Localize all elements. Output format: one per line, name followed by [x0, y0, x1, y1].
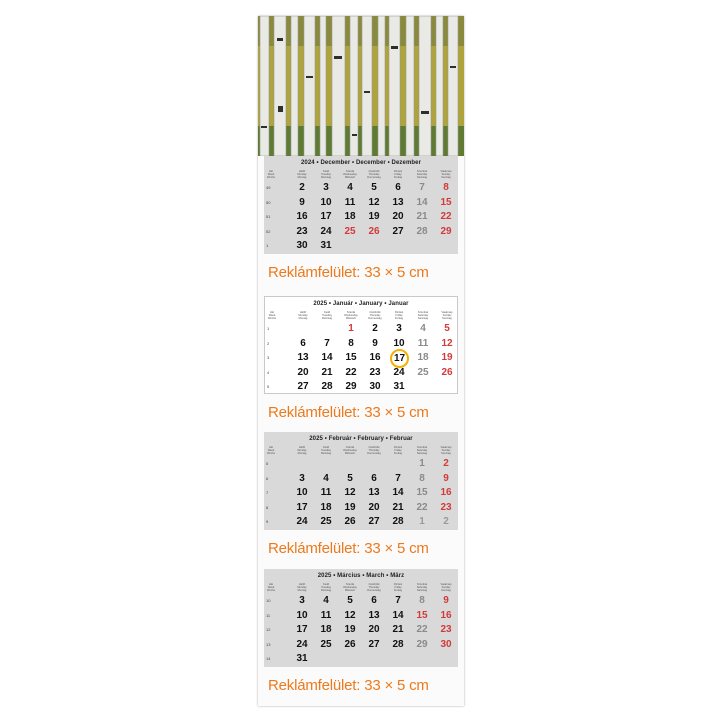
- day-number: 18: [320, 501, 332, 513]
- week-row: [265, 379, 457, 394]
- day-number: 13: [297, 352, 309, 363]
- day-number: 22: [416, 624, 428, 635]
- day-number: 24: [393, 366, 405, 378]
- day-number: 23: [369, 366, 381, 378]
- day-number: 27: [368, 638, 380, 650]
- day-number: 23: [296, 225, 308, 237]
- week-number: 1: [266, 243, 269, 248]
- day-number: 28: [392, 516, 404, 527]
- day-number: 18: [417, 352, 429, 363]
- day-number: 5: [347, 595, 353, 606]
- weekday-label: Szombat Saturday Samstag: [416, 170, 428, 179]
- day-number: 23: [440, 501, 452, 513]
- day-number: 14: [392, 609, 404, 621]
- advertising-space-label: Reklámfelület: 33 × 5 cm: [268, 540, 429, 557]
- weekday-label: Kedd Tuesday Dienstag: [320, 170, 332, 179]
- week-number: 4: [267, 369, 270, 375]
- day-number: 31: [393, 381, 405, 392]
- day-number: 9: [372, 337, 378, 349]
- day-number: 2: [372, 323, 378, 334]
- week-number: 51: [266, 214, 271, 219]
- advertising-space-label: Reklámfelület: 33 × 5 cm: [268, 677, 429, 694]
- weekday-label: Péntek Friday Freitag: [393, 446, 403, 455]
- weekday-label: Csütörtök Thursday Donnerstag: [368, 311, 382, 320]
- day-number: 9: [443, 472, 449, 484]
- day-number: 3: [299, 472, 305, 484]
- weekday-label: Csütörtök Thursday Donnerstag: [367, 170, 381, 179]
- month-title: 2024 • December • December • Dezember: [300, 160, 422, 166]
- day-number: 10: [393, 337, 405, 349]
- week-number: 5: [266, 461, 269, 466]
- weekday-label: Szombat Saturday Samstag: [417, 311, 429, 320]
- day-number: 6: [395, 182, 401, 193]
- day-number: 12: [344, 609, 356, 621]
- day-number: 21: [392, 501, 404, 513]
- day-number: 25: [344, 225, 356, 237]
- week-row: [264, 608, 458, 623]
- week-row: [265, 365, 457, 380]
- day-number: 3: [323, 182, 329, 193]
- day-number: 7: [324, 337, 330, 349]
- weekday-label: Péntek Friday Freitag: [393, 583, 403, 592]
- day-number: 15: [440, 196, 452, 208]
- day-number: 22: [440, 211, 452, 222]
- week-number: 14: [266, 656, 271, 661]
- week-row: [264, 500, 458, 515]
- week-number: 7: [266, 490, 269, 495]
- month-panel: [264, 569, 458, 667]
- day-number: 3: [299, 595, 305, 606]
- weekday-label: Hétfő Monday Montag: [297, 170, 307, 179]
- day-number: 26: [441, 366, 453, 378]
- day-number: 28: [321, 381, 333, 392]
- weekday-label: Vasárnap Sunday Sonntag: [441, 311, 453, 320]
- day-number: 30: [440, 638, 452, 650]
- weekday-label: Kedd Tuesday Dienstag: [320, 446, 332, 455]
- day-number: 22: [416, 501, 428, 513]
- weekday-label: Szerda Wednesday Mittwoch: [344, 311, 358, 320]
- day-number: 31: [296, 653, 308, 664]
- day-number: 17: [296, 501, 308, 513]
- week-number: 5: [267, 384, 270, 389]
- week-number: 8: [266, 504, 269, 510]
- day-number: 26: [368, 225, 380, 237]
- weekday-header-row: [264, 446, 458, 456]
- day-number: 27: [368, 516, 380, 527]
- weekday-label: Szombat Saturday Samstag: [416, 446, 428, 455]
- day-number: 20: [368, 501, 380, 513]
- wall-calendar: [258, 16, 464, 706]
- weekday-label: Hét Week Woche: [266, 583, 276, 592]
- weekday-label: Hétfő Monday Montag: [297, 583, 307, 592]
- month-panel: [264, 296, 458, 394]
- month-panel: [264, 156, 458, 254]
- day-number: 17: [320, 211, 332, 222]
- day-number: 19: [441, 352, 453, 363]
- week-number: 9: [266, 519, 269, 524]
- birch-forest-photo: [258, 16, 464, 156]
- day-number: 25: [320, 638, 332, 650]
- day-number: 15: [416, 487, 428, 498]
- week-number: 50: [266, 199, 271, 205]
- week-row: [264, 471, 458, 486]
- week-row: [265, 321, 457, 336]
- weekday-label: Hétfő Monday Montag: [298, 311, 308, 320]
- day-number: 11: [320, 487, 332, 498]
- day-number: 24: [320, 225, 332, 237]
- day-number: 13: [368, 487, 380, 498]
- day-number: 4: [323, 595, 329, 606]
- day-number: 16: [440, 487, 452, 498]
- day-number: 14: [416, 196, 428, 208]
- day-number: 6: [371, 472, 377, 484]
- day-number: 20: [392, 211, 404, 222]
- day-number: 28: [416, 225, 428, 237]
- day-number: 2: [443, 516, 449, 527]
- day-number: 20: [368, 624, 380, 635]
- day-number: 9: [299, 196, 305, 208]
- weekday-header-row: [264, 583, 458, 593]
- weekday-label: Vasárnap Sunday Sonntag: [440, 446, 452, 455]
- week-row: [264, 514, 458, 529]
- weekday-label: Péntek Friday Freitag: [393, 170, 403, 179]
- day-number: 26: [344, 516, 356, 527]
- week-row: [264, 224, 458, 239]
- day-number: 29: [416, 638, 428, 650]
- day-number: 8: [348, 337, 354, 349]
- day-number: 12: [344, 487, 356, 498]
- advertising-space-label: Reklámfelület: 33 × 5 cm: [268, 264, 429, 281]
- day-number: 24: [296, 638, 308, 650]
- week-number: 6: [266, 475, 269, 481]
- week-number: 10: [266, 598, 271, 603]
- month-title: 2025 • Január • January • Januar: [313, 301, 409, 307]
- day-number: 23: [440, 624, 452, 635]
- month-title: 2025 • Március • March • März: [317, 573, 405, 579]
- day-number: 15: [416, 609, 428, 621]
- weekday-label: Szombat Saturday Samstag: [416, 583, 428, 592]
- weekday-label: Szerda Wednesday Mittwoch: [343, 170, 357, 179]
- week-number: 52: [266, 228, 271, 234]
- day-number: 19: [344, 624, 356, 635]
- day-number: 11: [417, 337, 429, 349]
- day-number: 8: [419, 595, 425, 606]
- day-number: 10: [320, 196, 332, 208]
- weekday-label: Kedd Tuesday Dienstag: [320, 583, 332, 592]
- day-number: 16: [440, 609, 452, 621]
- day-number: 7: [395, 472, 401, 484]
- day-number: 10: [296, 487, 308, 498]
- day-number: 24: [296, 516, 308, 527]
- day-number: 4: [323, 472, 329, 484]
- week-number: 1: [267, 326, 270, 331]
- month-title: 2025 • Február • February • Februar: [309, 436, 413, 442]
- day-number: 3: [396, 323, 402, 334]
- week-row: [264, 651, 458, 666]
- day-number: 20: [297, 366, 309, 378]
- day-number: 28: [392, 638, 404, 650]
- weekday-label: Szerda Wednesday Mittwoch: [343, 446, 357, 455]
- week-row: [265, 336, 457, 351]
- day-number: 8: [419, 472, 425, 484]
- day-number: 22: [345, 366, 357, 378]
- weekday-label: Szerda Wednesday Mittwoch: [343, 583, 357, 592]
- month-panel: [264, 432, 458, 530]
- weekday-label: Kedd Tuesday Dienstag: [321, 311, 333, 320]
- day-number: 30: [369, 381, 381, 392]
- day-number: 6: [300, 337, 306, 349]
- week-number: 2: [267, 340, 270, 346]
- day-number: 14: [321, 352, 333, 363]
- weekday-label: Hét Week Woche: [266, 170, 276, 179]
- weekday-label: Hétfő Monday Montag: [297, 446, 307, 455]
- day-number: 13: [392, 196, 404, 208]
- weekday-header-row: [264, 170, 458, 180]
- day-number: 18: [320, 624, 332, 635]
- day-number: 27: [392, 225, 404, 237]
- weekday-label: Csütörtök Thursday Donnerstag: [367, 583, 381, 592]
- week-row: [264, 238, 458, 253]
- day-number: 31: [320, 240, 332, 251]
- day-number: 15: [345, 352, 357, 363]
- day-number: 25: [417, 366, 429, 378]
- weekday-label: Vasárnap Sunday Sonntag: [440, 583, 452, 592]
- day-number: 4: [347, 182, 353, 193]
- weekday-label: Vasárnap Sunday Sonntag: [440, 170, 452, 179]
- day-number: 11: [344, 196, 356, 208]
- week-row: [264, 209, 458, 224]
- week-number: 12: [266, 627, 271, 632]
- day-number: 16: [369, 352, 381, 363]
- day-number: 5: [371, 182, 377, 193]
- day-number: 12: [441, 337, 453, 349]
- day-number: 19: [344, 501, 356, 513]
- day-number: 11: [320, 609, 332, 621]
- day-number: 21: [321, 366, 333, 378]
- day-number: 1: [348, 323, 354, 334]
- day-number: 14: [392, 487, 404, 498]
- weekday-header-row: [265, 311, 457, 321]
- day-number: 27: [297, 381, 309, 392]
- week-row: [265, 350, 457, 365]
- day-number: 29: [345, 381, 357, 392]
- day-number: 2: [299, 182, 305, 193]
- week-number: 11: [266, 612, 271, 618]
- week-number: 49: [266, 185, 271, 190]
- day-number: 16: [296, 211, 308, 222]
- day-number: 4: [420, 323, 426, 334]
- today-date: 17: [390, 349, 409, 368]
- day-number: 7: [395, 595, 401, 606]
- week-number: 13: [266, 641, 271, 647]
- day-number: 2: [443, 458, 449, 469]
- day-number: 5: [347, 472, 353, 484]
- day-number: 1: [419, 458, 425, 469]
- week-row: [264, 456, 458, 471]
- weekday-label: Hét Week Woche: [266, 446, 276, 455]
- day-number: 7: [419, 182, 425, 193]
- day-number: 5: [444, 323, 450, 334]
- day-number: 13: [368, 609, 380, 621]
- day-number: 29: [440, 225, 452, 237]
- day-number: 1: [419, 516, 425, 527]
- weekday-label: Hét Week Woche: [267, 311, 277, 320]
- week-row: [264, 195, 458, 210]
- day-number: 9: [443, 595, 449, 606]
- week-row: [264, 622, 458, 637]
- week-row: [264, 593, 458, 608]
- week-row: [264, 485, 458, 500]
- day-number: 26: [344, 638, 356, 650]
- day-number: 10: [296, 609, 308, 621]
- day-number: 6: [371, 595, 377, 606]
- day-number: 19: [368, 211, 380, 222]
- day-number: 8: [443, 182, 449, 193]
- day-number: 30: [296, 240, 308, 251]
- day-number: 21: [416, 211, 428, 222]
- week-number: 3: [267, 355, 270, 360]
- week-row: [264, 180, 458, 195]
- weekday-label: Péntek Friday Freitag: [394, 311, 404, 320]
- day-number: 18: [344, 211, 356, 222]
- weekday-label: Csütörtök Thursday Donnerstag: [367, 446, 381, 455]
- day-number: 21: [392, 624, 404, 635]
- advertising-space-label: Reklámfelület: 33 × 5 cm: [268, 404, 429, 421]
- day-number: 12: [368, 196, 380, 208]
- day-number: 25: [320, 516, 332, 527]
- day-number: 17: [296, 624, 308, 635]
- week-row: [264, 637, 458, 652]
